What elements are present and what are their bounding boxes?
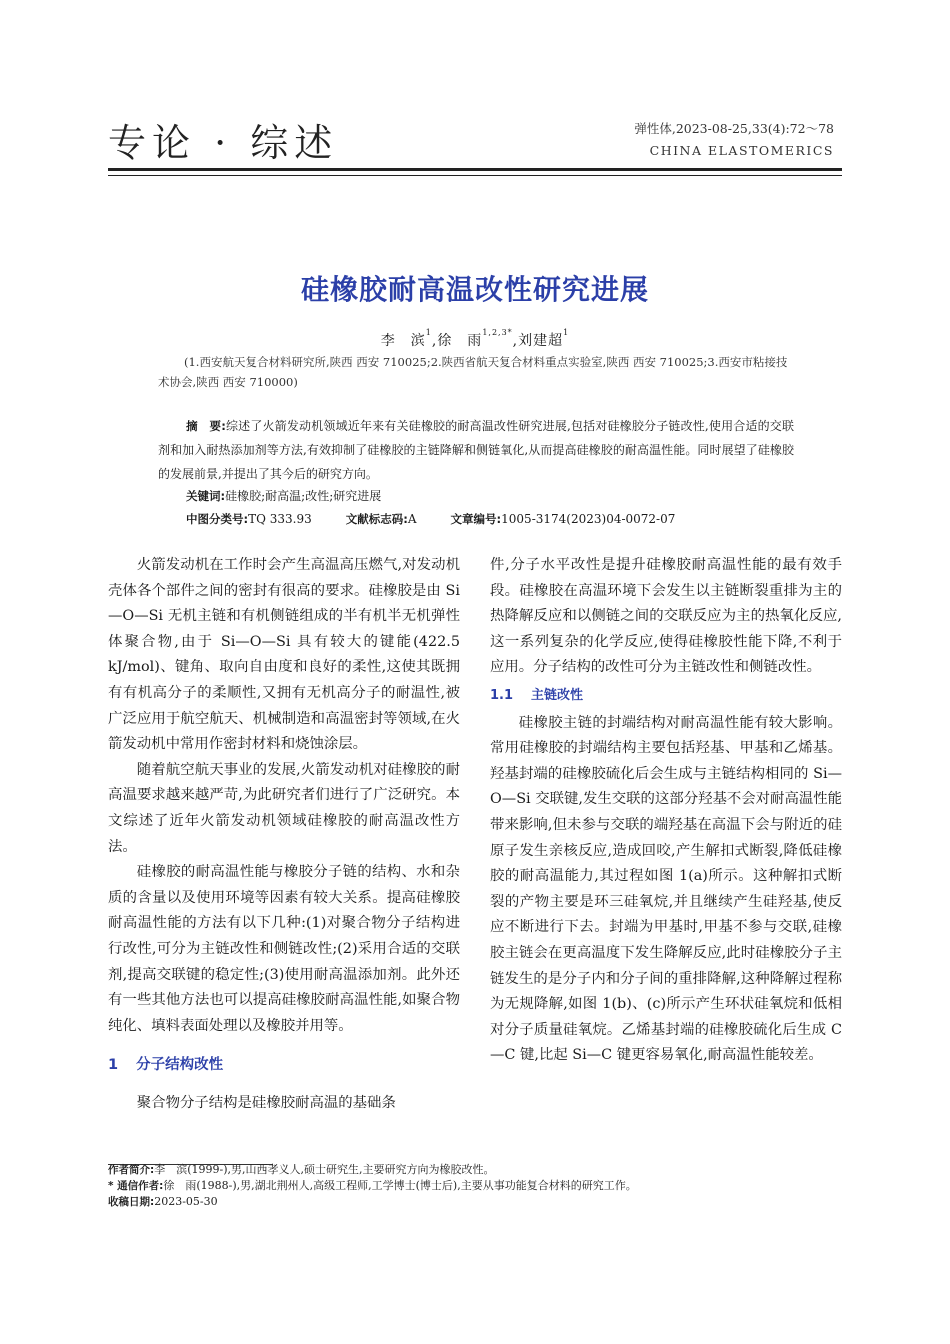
body-paragraph: 硅橡胶主链的封端结构对耐高温性能有较大影响。常用硅橡胶的封端结构主要包括羟基、甲基和乙烯基。羟基封端的硅橡胶硫化后会生成与主链结构相同的 Si—O—Si 交联键,发生交联的这部分羟基不会对耐高温性能带来影响,但未参与交联的端羟基在高温下会与附近的硅原子发生亲核反应,造成回咬,产生解扣式断裂,降低硅橡胶的耐高温能力,其过程如图 1(a)所示。这种解扣式断裂的产物主要是环三硅氧烷,并且继续产生硅羟基,使反应不断进行下去。封端为甲基时,甲基不参与交联,硅橡胶主链会在更高温度下发生降解反应,此时硅橡胶分子主链发生的是分子内和分子间的重排降解,这种降解过程称为无规降解,如图 1(b)、(c)所示产生环状硅氧烷和低相对分子质量硅氧烷。乙烯基封端的硅橡胶硫化后生成 C—C 键,比起 Si—C 键更容易氧化,耐高温性能较差。 <box>490 714 843 1064</box>
abstract-label: 摘 要: <box>186 419 226 433</box>
footnotes <box>108 1162 848 1210</box>
author-name: 刘建超 <box>518 333 564 349</box>
author-name: 徐 雨 <box>437 333 483 349</box>
body-paragraph: 随着航空航天事业的发展,火箭发动机对硅橡胶的耐高温要求越来越严苛,为此研究者们进行了广泛研究。本文综述了近年火箭发动机领域硅橡胶的耐高温改性方法。 <box>108 761 460 855</box>
footnote-corr-text: 徐 雨(1988-),男,湖北荆州人,高级工程师,工学博士(博士后),主要从事功能复合材料的研究工作。 <box>163 1179 637 1192</box>
journal-citation: 弹性体,2023-08-25,33(4):72～78 <box>634 121 834 136</box>
body-paragraph: 聚合物分子结构是硅橡胶耐高温的基础条 <box>136 1094 396 1111</box>
header-rule-thick <box>108 168 842 171</box>
body-paragraph: 件,分子水平改性是提升硅橡胶耐高温性能的最有效手段。硅橡胶在高温环境下会发生以主链断裂重排为主的热降解反应和以侧链之间的交联反应为主的热氧化反应,这一系列复杂的化学反应,使得硅橡胶性能下降,不利于应用。分子结构的改性可分为主链改性和侧链改性。 <box>490 557 842 676</box>
author-affil-mark: 1,2,3* <box>482 328 513 337</box>
body-paragraph: 火箭发动机在工作时会产生高温高压燃气,对发动机壳体各个部件之间的密封有很高的要求。硅橡胶是由 Si—O—Si 无机主链和有机侧链组成的半有机半无机弹性体聚合物,由于 Si—O—Si 具有较大的键能(422.5 kJ/mol)、键角、取向自由度和良好的柔性,这使其既拥有有机高分子的柔顺性,又拥有无机高分子的耐温性,被广泛应用于航空航天、机械制造和高温密封等领域,在火箭发动机中常用作密封材料和烧蚀涂层。 <box>108 557 460 753</box>
article-no-value: 1005-3174(2023)04-0072-07 <box>501 512 676 526</box>
footnote-received <box>108 1194 848 1210</box>
footnote-corr-label: * 通信作者: <box>108 1180 164 1192</box>
footnote-author-label: 作者简介: <box>108 1164 155 1176</box>
author-affil-mark: 1 <box>563 328 570 337</box>
journal-english-name: CHINA ELASTOMERICS <box>649 143 834 158</box>
affiliation: (1.西安航天复合材料研究所,陕西 西安 710025;2.陕西省航天复合材料重点实验室,陕西 西安 710025;3.西安市粘接技术协会,陕西 西安 710000) <box>158 355 788 389</box>
author-line: 李 滨$^1$,徐 雨$^{1,2,3*}$,刘建超$^1$ <box>380 328 570 349</box>
footnote-author-text: 李 滨(1999-),男,山西孝义人,硕士研究生,主要研究方向为橡胶改性。 <box>154 1163 495 1176</box>
footnote-received-text: 2023-05-30 <box>154 1195 218 1208</box>
keywords-text: 硅橡胶;耐高温;改性;研究进展 <box>225 489 382 503</box>
footnote-corresponding <box>108 1178 848 1194</box>
doc-code-value: A <box>407 512 417 526</box>
subsection-number: 1.1 <box>490 687 514 703</box>
journal-info <box>634 118 834 162</box>
clc-label: 中图分类号: <box>186 512 249 526</box>
section-title: 分子结构改性 <box>136 1057 224 1074</box>
section-heading <box>108 1053 460 1079</box>
clc-value: TQ 333.93 <box>248 512 312 526</box>
article-title: 硅橡胶耐高温改性研究进展 <box>300 273 649 306</box>
column-header: 专论 · 综述 <box>108 121 339 165</box>
subsection-heading <box>490 683 842 709</box>
body-right-column <box>490 553 842 1069</box>
abstract-text: 综述了火箭发动机领域近年来有关硅橡胶的耐高温改性研究进展,包括对硅橡胶分子链改性,使用合适的交联剂和加入耐热添加剂等方法,有效抑制了硅橡胶的主链降解和侧链氧化,从而提高硅橡胶的耐高温性能。同时展望了硅橡胶的发展前景,并提出了其今后的研究方向。 <box>158 419 794 481</box>
article-no-label: 文章编号: <box>450 512 502 526</box>
header-rule-thin <box>108 175 842 176</box>
body-paragraph: 硅橡胶的耐高温性能与橡胶分子链的结构、水和杂质的含量以及使用环境等因素有较大关系。提高硅橡胶耐高温性能的方法有以下几种:(1)对聚合物分子结构进行改性,可分为主链改性和侧链改性;(2)采用合适的交联剂,提高交联键的稳定性;(3)使用耐高温添加剂。此外还有一些其他方法也可以提高硅橡胶耐高温性能,如聚合物纯化、填料表面处理以及橡胶并用等。 <box>108 864 460 1034</box>
abstract <box>158 414 794 486</box>
body-left-column <box>108 553 460 1116</box>
subsection-title: 主链改性 <box>531 687 584 703</box>
keywords-label: 关键词: <box>186 489 226 503</box>
footnote-received-label: 收稿日期: <box>108 1196 155 1208</box>
doc-code-label: 文献标志码: <box>345 512 408 526</box>
classification-line <box>186 511 675 527</box>
keywords <box>186 487 381 504</box>
author-name: 李 滨 <box>380 333 426 349</box>
author-affil-mark: 1 <box>425 328 432 337</box>
footnote-author <box>108 1162 848 1178</box>
section-number: 1 <box>108 1057 119 1074</box>
